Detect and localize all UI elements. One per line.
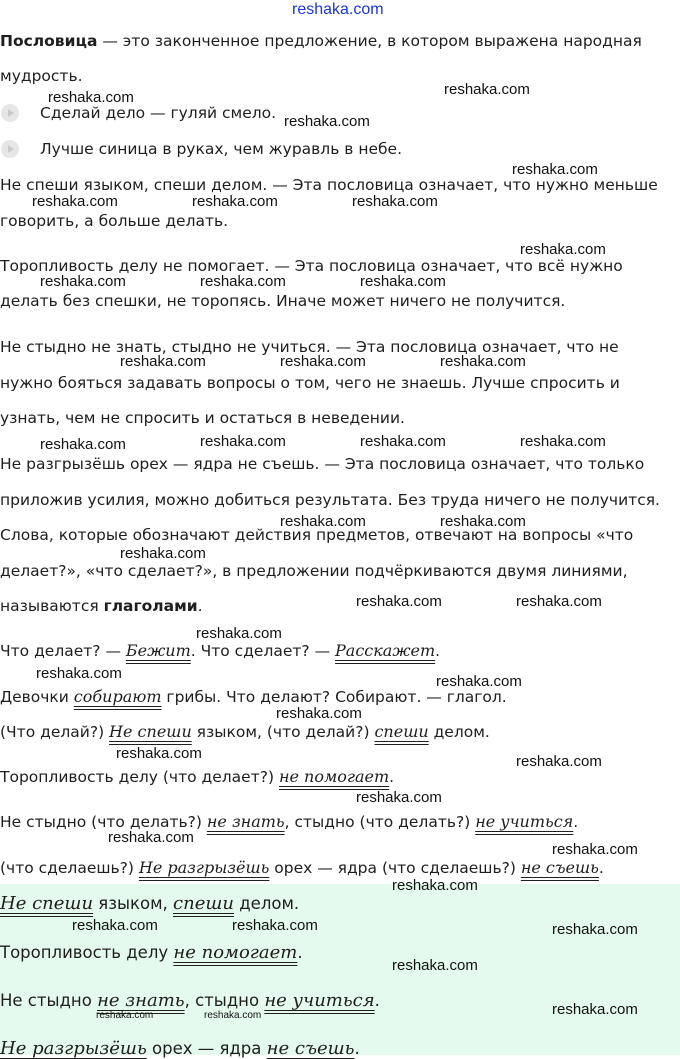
watermark: reshaka.com	[356, 593, 442, 610]
verb: Не разгрызёшь	[138, 858, 270, 877]
example-item: Лучше синица в руках, чем журавль в небе.	[40, 140, 403, 158]
paragraph-line: Не спеши языком, спеши делом. — Эта пословица означает, что нужно меньше	[0, 176, 658, 194]
answer-line	[0, 942, 303, 963]
answer-line	[0, 1038, 360, 1059]
watermark: reshaka.com	[40, 273, 126, 290]
watermark: reshaka.com	[444, 81, 530, 98]
watermark: reshaka.com	[96, 1010, 154, 1021]
text: грибы. Что делают? Собирают. — глагол.	[161, 688, 507, 706]
watermark: reshaka.com	[232, 917, 318, 934]
example-line	[0, 767, 394, 786]
example-line	[0, 812, 578, 831]
text: Не стыдно (что делать?)	[0, 813, 207, 831]
example-line	[0, 722, 490, 741]
text: .	[197, 597, 203, 615]
watermark: reshaka.com	[204, 1010, 262, 1021]
verb: собирают	[73, 687, 162, 706]
verb: спеши	[173, 893, 235, 914]
text: .	[354, 1039, 360, 1058]
verb: не знать	[206, 812, 285, 831]
definition-continuation: мудрость.	[0, 67, 83, 85]
watermark: reshaka.com	[280, 353, 366, 370]
text: называются	[0, 597, 104, 615]
watermark: reshaka.com	[40, 436, 126, 453]
example-item: Сделай дело — гуляй смело.	[40, 104, 277, 122]
paragraph-line: Торопливость делу не помогает. — Эта пословица означает, что всё нужно	[0, 257, 623, 275]
verb: не помогает	[173, 942, 298, 963]
watermark: reshaka.com	[36, 665, 122, 682]
watermark: reshaka.com	[32, 193, 118, 210]
watermark: reshaka.com	[552, 1001, 638, 1018]
text: (Что делай?)	[0, 723, 110, 741]
watermark: reshaka.com	[360, 433, 446, 450]
paragraph-line: говорить, а больше делать.	[0, 212, 229, 230]
text: делом.	[428, 723, 490, 741]
watermark: reshaka.com	[116, 745, 202, 762]
watermark: reshaka.com	[512, 161, 598, 178]
watermark: reshaka.com	[552, 921, 638, 938]
text: Девочки	[0, 688, 74, 706]
watermark: reshaka.com	[276, 705, 362, 722]
paragraph-line: Слова, которые обозначают действия предметов, отвечают на вопросы «что	[0, 526, 634, 544]
paragraph-line: делать без спешки, не торопясь. Иначе может ничего не получится.	[0, 292, 566, 310]
text: . Что сделает? —	[190, 642, 336, 660]
verb: Не спеши	[109, 722, 192, 741]
text: .	[573, 813, 579, 831]
watermark: reshaka.com	[516, 753, 602, 770]
watermark: reshaka.com	[392, 877, 478, 894]
verb: не учиться	[264, 990, 375, 1011]
watermark: reshaka.com	[552, 841, 638, 858]
paragraph-line: Не стыдно не знать, стыдно не учиться. — Эта пословица означает, что не	[0, 338, 619, 356]
watermark: reshaka.com	[48, 89, 134, 106]
watermark: reshaka.com	[520, 433, 606, 450]
definition-line	[0, 32, 642, 50]
definition-text: — это законченное предложение, в котором выражена народная	[97, 32, 642, 50]
answer-line	[0, 990, 380, 1011]
bullet-play-icon	[1, 104, 19, 122]
watermark: reshaka.com	[520, 241, 606, 258]
watermark: reshaka.com	[200, 273, 286, 290]
watermark: reshaka.com	[192, 193, 278, 210]
text: , стыдно (что делать?)	[284, 813, 476, 831]
verb: Не разгрызёшь	[0, 1038, 147, 1059]
paragraph-line: Не разгрызёшь орех — ядра не съешь. — Эта пословица означает, что только	[0, 455, 645, 473]
verb: не съешь	[266, 1038, 355, 1059]
verb: спеши	[374, 722, 429, 741]
verb: не помогает	[278, 767, 390, 786]
text: делом.	[234, 894, 300, 913]
paragraph-line: приложив усилия, можно добиться результата. Без труда ничего не получится.	[0, 491, 660, 509]
watermark: reshaka.com	[120, 545, 206, 562]
watermark: reshaka.com	[436, 673, 522, 690]
watermark: reshaka.com	[352, 193, 438, 210]
paragraph-line: нужно бояться задавать вопросы о том, чего не знаешь. Лучше спросить и	[0, 374, 620, 392]
text: орех — ядра (что сделаешь?)	[269, 859, 521, 877]
text: орех — ядра	[146, 1039, 267, 1058]
text: .	[389, 768, 395, 786]
text: языком,	[93, 894, 174, 913]
watermark: reshaka.com	[360, 273, 446, 290]
watermark: reshaka.com	[284, 113, 370, 130]
verb: Расскажет	[335, 641, 436, 660]
text: .	[297, 943, 303, 962]
verb: не знать	[97, 990, 185, 1011]
definition-term: Пословица	[0, 32, 98, 50]
text: .	[598, 859, 604, 877]
verb: не съешь	[520, 858, 599, 877]
watermark: reshaka.com	[120, 353, 206, 370]
bullet-play-icon	[1, 140, 19, 158]
text: Торопливость делу	[0, 943, 174, 962]
text: .	[374, 991, 380, 1010]
verb: Не спеши	[0, 893, 94, 914]
watermark: reshaka.com	[356, 789, 442, 806]
watermark: reshaka.com	[516, 593, 602, 610]
text: Не стыдно	[0, 991, 98, 1010]
text: Что делает? —	[0, 642, 126, 660]
term-verbs: глаголами	[103, 597, 198, 615]
watermark: reshaka.com	[196, 625, 282, 642]
paragraph-line: делает?», «что сделает?», в предложении подчёркиваются двумя линиями,	[0, 562, 628, 580]
watermark: reshaka.com	[280, 513, 366, 530]
text: .	[435, 642, 441, 660]
watermark: reshaka.com	[440, 513, 526, 530]
example-line	[0, 858, 604, 877]
paragraph-line	[0, 597, 203, 615]
example-line	[0, 687, 507, 706]
verb: не учиться	[475, 812, 574, 831]
text: языком, (что делай?)	[191, 723, 375, 741]
watermark: reshaka.com	[200, 433, 286, 450]
example-line	[0, 641, 440, 660]
text: , стыдно	[184, 991, 265, 1010]
watermark-top-link[interactable]: reshaka.com	[292, 1, 384, 18]
watermark: reshaka.com	[392, 957, 478, 974]
paragraph-line: узнать, чем не спросить и остаться в неведении.	[0, 409, 405, 427]
verb: Бежит	[125, 641, 191, 660]
text: (что сделаешь?)	[0, 859, 139, 877]
watermark: reshaka.com	[440, 353, 526, 370]
watermark: reshaka.com	[108, 829, 194, 846]
text: Торопливость делу (что делает?)	[0, 768, 279, 786]
watermark: reshaka.com	[72, 917, 158, 934]
answer-line	[0, 893, 299, 914]
